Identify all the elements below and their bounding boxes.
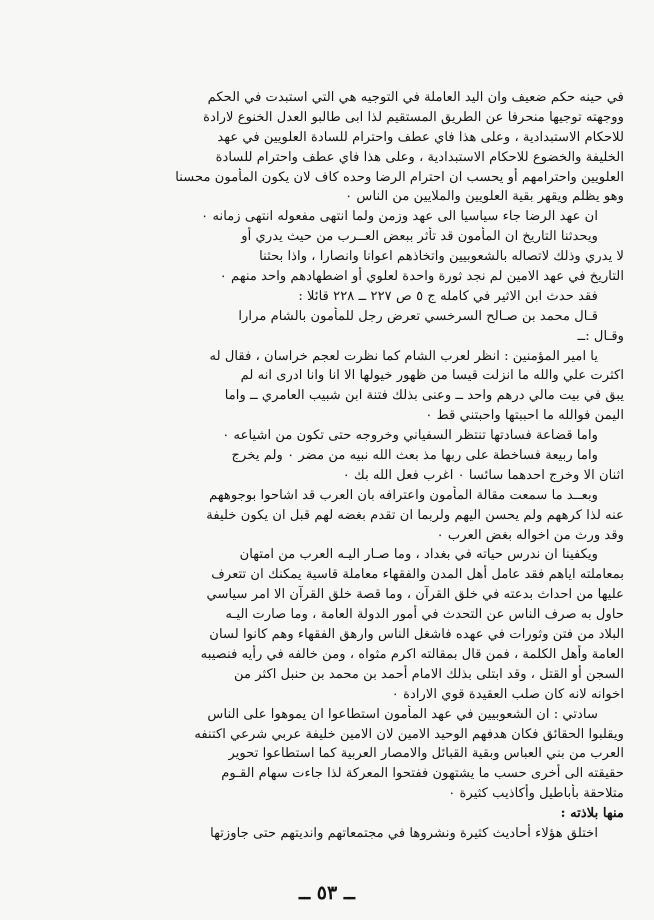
text-line: حاول به صرف الناس عن التحدث في أمور الدولة العامة ، وما صارت اليـه <box>225 607 624 623</box>
text-line: عنه لذا كرههم ولم يحسن اليهم ولربما ان تقدم بغضه لهم قبل ان يكون خليفة <box>206 507 624 523</box>
text-line: التاريخ في عهد الامين لم نجد ثورة واحدة لعلوي أو اضطهادهم واحد منهم ٠ <box>219 269 624 285</box>
text-line: ان عهد الرضا جاء سياسيا الى عهد وزمن ولما انتهى مفعوله انتهى زمانه ٠ <box>201 209 598 225</box>
text-line: السجن أو القتل ، وقد ابتلى بذلك الامام أحمد بن محمد بن حنبل اكثر من <box>233 666 624 682</box>
text-line: واما ربيعة فساخطة على ربها مذ بعث الله نبيه من مضر ٠ ولم يخرج <box>231 448 598 464</box>
text-line: اليمن فوالله ما احببتها واحبتني قط ٠ <box>425 408 624 424</box>
text-line: عليها من احداث بدعته في خلق القرآن ، وما قصة خلق القرآن الا امر سياسي <box>206 587 624 603</box>
text-line: اكثرت علي والله ما انزلت قيسا من ظهور خيولها الا انا وانا ادرى انه لم <box>240 368 624 384</box>
text-line: وبعــد ما سمعت مقالة المأمون واعترافه بان العرب قد اشاحوا بوجوههم <box>209 487 598 503</box>
text-line: لا يدري وذلك لاتصاله بالشعوبيين واتخاذهم اعوانا وانصارا ، واذا بحثنا <box>259 249 624 265</box>
text-line: العرب من بني العباس وبقية القبائل والامصار العربية كما استطاعوا تحوير <box>228 746 624 762</box>
text-line: قـال محمد بن صـالح السرخسي تعرض رجل للمأمون بالشام مرارا <box>238 308 598 324</box>
page-number: ــ ٥٣ ــ <box>299 882 355 904</box>
text-line: وقـال :ــ <box>577 328 624 344</box>
text-line: ويحدثنا التاريخ ان المأمون قد تأثر ببعض العــرب من حيث يدري أو <box>241 229 598 245</box>
text-line: ووجهته توجيها منحرفا عن الطريق المستقيم لذا ابى طالبو العدل الخنوع لارادة <box>203 109 624 125</box>
text-line: البلاد من فتن وثورات في عهده فاشغل الناس وارهق الفقهاء وهم كانوا لسان <box>209 627 624 643</box>
text-line: حقيقته الى أخرى حسب ما يشتهون ففتحوا المعركة لذا جاءت سهام القـوم <box>221 766 624 782</box>
text-line: منها بلاذته : <box>560 806 624 822</box>
text-line: يا امير المؤمنين : انظر لعرب الشام كما نظرت لعجم خراسان ، فقال له <box>209 348 598 364</box>
text-line: اختلق هؤلاء أحاديث كثيرة ونشروها في مجتمعاتهم وانديتهم حتى جاوزتها <box>210 825 598 841</box>
text-line: يبق في بيت مالي درهم واحد ــ وعنى بذلك فتنة ابن شبيب العامري ــ واما <box>224 388 624 404</box>
text-line: واما قضاعة فسادتها تنتظر السفياني وخروجه حتى تكون من اشياعه ٠ <box>222 428 598 444</box>
text-line: بمعاملته اياهم فقد عامل أهل المدن والفقهاء معاملة قاسية يمكنك ان تتعرف <box>211 567 624 583</box>
text-line: متلاحقة بأباطيل وأكاذيب كثيرة ٠ <box>448 786 624 802</box>
text-line: فقد حدث ابن الاثير في كامله ج ٥ ص ٢٢٧ ــ ٢٢٨ قائلا : <box>298 288 598 304</box>
text-line: وقد ورث من اخواله بغض العرب ٠ <box>436 527 624 543</box>
text-line: ويقلبوا الحقائق فكان هدفهم الوحيد الامين لان الامين خليفة عربي شرعي اكتنفه <box>194 726 624 742</box>
text-line: الخليفة والخضوع للاحكام الاستبدادية ، وعلى هذا فاي عطف واحترام للسادة <box>215 149 624 165</box>
text-line: ويكفينا ان ندرس حياته في بغداد ، وما صـار اليـه العرب من امتهان <box>239 547 598 563</box>
text-line: وهو يظلم ويقهر بقية العلويين والملايين من الناس ٠ <box>345 189 624 205</box>
text-line: العلويين واحترامهم أو يحسب ان احترام الرضا وحده كاف لان يكون المأمون محسنا <box>175 169 624 185</box>
body-text <box>30 88 624 844</box>
text-line: العامة وأهل الكلمة ، فمن قال بمقالته اكرم مثواه ، ومن خالفه في رأيه فنصيبه <box>200 646 624 662</box>
text-line: للاحكام الاستبدادية ، وعلى هذا فاي عطف واحترام للسادة العلويين في عهد <box>217 129 624 145</box>
text-line: سادتي : ان الشعوبيين في عهد المأمون استطاعوا ان يموهوا على الناس <box>207 706 598 722</box>
text-line: في حينه حكم ضعيف وان اليد العاملة في التوجيه هي التي استبدت في الحكم <box>207 90 624 105</box>
text-line: اثنان الا وخرج احدهما سائسا ٠ اغرب فعل الله بك ٠ <box>342 467 624 483</box>
text-line: اخوانه لانه كان صلب العقيدة قوي الارادة ٠ <box>391 686 624 702</box>
